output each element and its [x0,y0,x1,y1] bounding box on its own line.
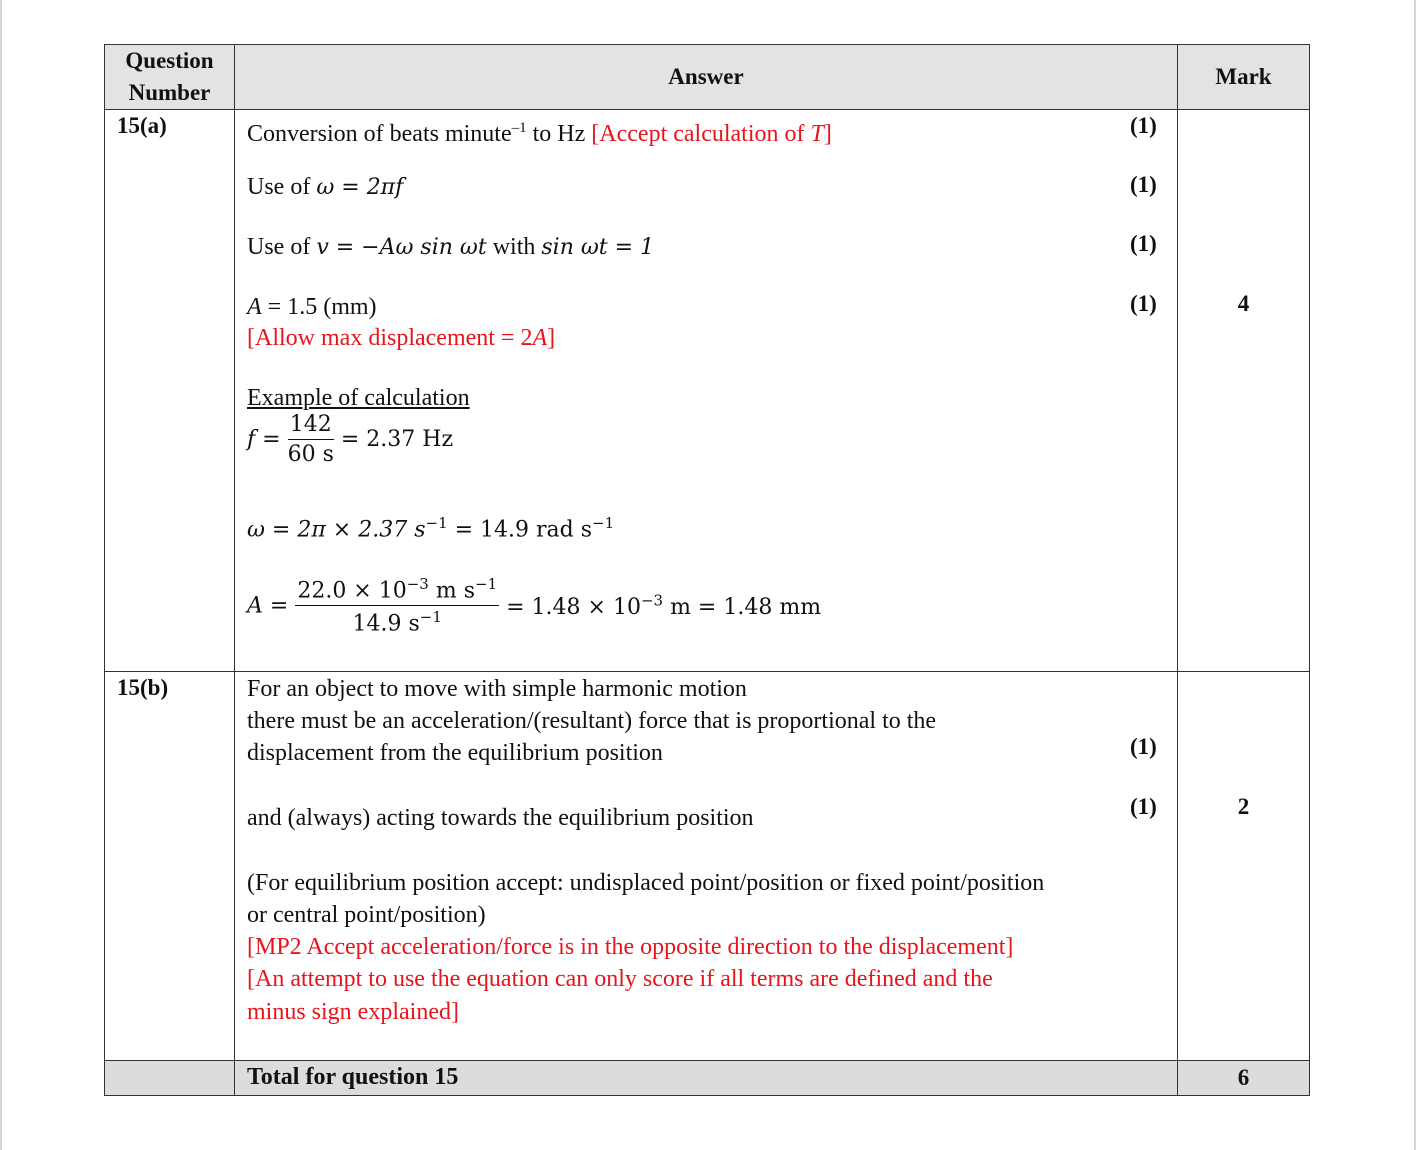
total-row [105,1061,1310,1096]
q15a-calc-A-den-sup: −1 [419,608,442,627]
q15b-r1: [MP2 Accept acceleration/force is in the opposite direction to the displacement] [247,934,1014,960]
q15a-calc-A-lhs: A = [247,593,289,619]
total-blank [105,1061,235,1096]
q15a-allow-note-A: A [532,325,548,351]
q15a-line2-eq: ω = 2πf [316,175,404,200]
q15a-line1-mark: (1) [1130,113,1157,138]
q15a-calc-A-den [295,606,499,636]
q15a-calc-A-rhs [506,591,822,620]
q15a-line3-mark: (1) [1130,231,1157,256]
q15a-line3 [247,232,654,263]
q15a-line3-mid: with [486,234,542,260]
q15a-calc-f-lhs: f = [247,427,281,452]
row-15a [105,110,1310,672]
header-row [105,45,1310,110]
total-mark: 6 [1237,1065,1250,1090]
q15b-p3-mark: (1) [1130,734,1157,759]
q15a-calc-A-num-unit-sup: −1 [475,575,498,593]
answer-15a-body [235,110,1177,671]
q15b-r2: [An attempt to use the equation can only score if all terms are defined and the [247,966,993,992]
q15a-calc-A [247,575,821,637]
q15a-line2-prefix: Use of [247,174,317,200]
page-edge-left [0,0,2,1150]
q15a-calc-A-fraction [295,575,499,637]
mark-15b [1178,672,1310,1061]
q15a-calc-A-rhs-val: = 1.48 × 10 [506,594,641,620]
q15a-calc-omega-rhs: = 14.9 rad s [447,517,593,543]
q15a-calc-f-fraction [288,412,334,467]
q15a-line1-note-T: T [810,121,824,147]
q15a-line2 [247,172,403,203]
header-answer-text: Answer [668,64,744,89]
q15a-example-heading: Example of calculation [247,385,470,411]
q15a-calc-A-rhs-tail: m = 1.48 mm [663,594,822,620]
header-question-number-text: Question Number [125,48,214,105]
q15a-calc-A-num-unit: m s [428,578,475,604]
q15a-line1 [247,113,832,149]
q15b-p2: there must be an acceleration/(resultant) force that is proportional to the [247,708,937,734]
mark-scheme-table [104,44,1310,1096]
q15a-line1-sup: –1 [511,120,527,136]
q15b-p1: For an object to move with simple harmonic motion [247,676,747,702]
q15a-calc-f-den: 60 s [287,442,334,467]
q15a-line1-note-end: ] [823,121,832,147]
q15a-line4 [247,292,377,322]
q15a-calc-omega-lhs: ω = 2π × 2.37 s [247,517,426,543]
q15a-calc-A-num-sup: −3 [406,575,429,593]
q15a-calc-f-rhs: = 2.37 Hz [340,427,454,452]
question-number-15a [105,110,235,672]
q15a-calc-A-den-val: 14.9 s [352,611,420,637]
q15a-total-mark: 4 [1237,291,1250,316]
mark-15a [1178,110,1310,672]
q15a-line3-eq2: sin ωt = 1 [541,235,655,260]
q15a-line1-main: Conversion of beats minute [247,121,512,147]
q15b-p3: displacement from the equilibrium position [247,740,663,766]
q15a-line3-prefix: Use of [247,234,317,260]
q15a-line1-tail: to Hz [526,121,592,147]
q15b-total-mark: 2 [1237,794,1250,819]
q15b-p4-mark: (1) [1130,794,1157,819]
question-number-15b [105,672,235,1061]
q15a-line1-note [591,121,832,147]
q15b-p5: (For equilibrium position accept: undisplaced point/position or fixed point/position [247,870,1045,896]
q15a-line4-mark: (1) [1130,291,1157,316]
q15a-line3-eq: v = −Aω sin ωt [316,235,487,260]
header-mark [1178,45,1310,110]
q15a-calc-A-num-val: 22.0 × 10 [297,578,407,604]
answer-15b [235,672,1178,1061]
q15a-calc-A-rhs-sup: −3 [640,591,664,610]
q15a-calc-f [247,412,453,467]
total-label-cell [235,1061,1178,1096]
q15b-p4: and (always) acting towards the equilibrium position [247,805,754,831]
q15a-line2-mark: (1) [1130,172,1157,197]
q15a-line4-rest: = 1.5 (mm) [261,294,377,320]
header-question-number [105,45,235,110]
q15a-calc-f-num: 142 [288,412,334,440]
q15a-allow-note [247,323,555,353]
header-answer [235,45,1178,110]
total-label: Total for question 15 [247,1064,459,1090]
q15a-calc-omega [247,508,614,545]
total-mark-cell [1178,1061,1310,1096]
q15b-r3: minus sign explained] [247,999,459,1025]
q15a-calc-A-num [295,575,499,606]
q15a-allow-note-text: [Allow max displacement = 2 [247,325,533,351]
answer-15a [235,110,1178,672]
q15a-calc-omega-rhs-sup: −1 [592,514,615,532]
q15b-number-text: 15(b) [117,675,169,700]
answer-15b-body [235,672,1177,1060]
row-15b [105,672,1310,1061]
q15a-allow-note-end: ] [547,325,556,351]
q15a-calc-omega-sup: −1 [425,514,448,532]
header-mark-text: Mark [1215,64,1272,89]
q15b-p6: or central point/position) [247,902,486,928]
q15a-line4-A: A [247,294,262,320]
q15a-line1-note-text: [Accept calculation of [591,121,811,147]
q15a-number-text: 15(a) [117,113,167,138]
